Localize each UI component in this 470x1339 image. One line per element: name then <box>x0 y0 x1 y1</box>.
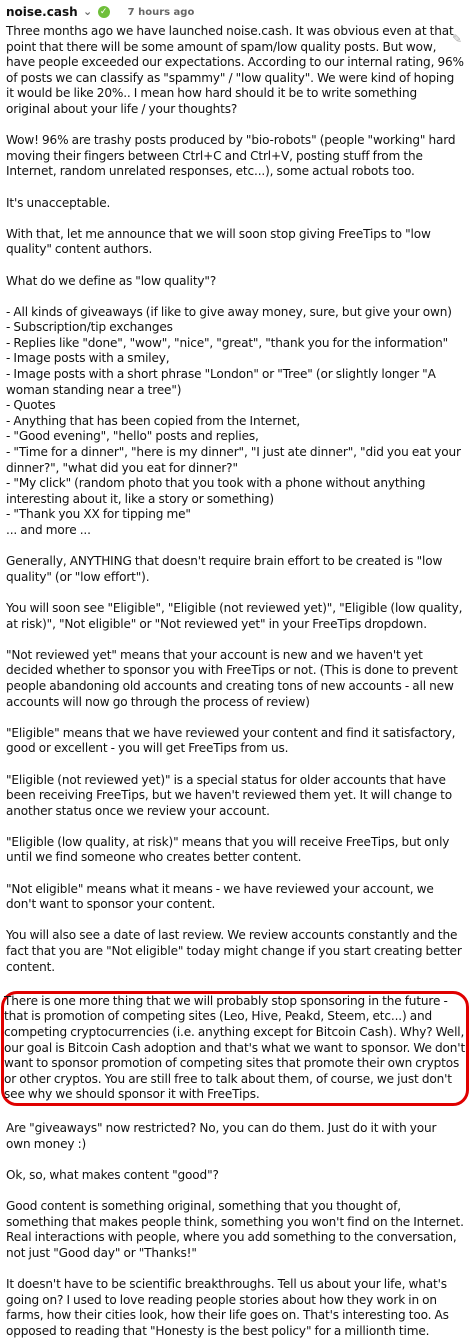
list-item: - Anything that has been copied from the Internet, <box>6 413 301 428</box>
highlighted-paragraph-competing-sites: There is one more thing that we will probably stop sponsoring in the future - that is promotion of competing sites (Leo, Hive, Peakd, Steem, etc...) and competing cryptocurrencies (i.e. anything except for Bitcoin Cash). Why? Well, our goal is Bitcoin Cash adoption and that's what we want to sponsor. We don't want to sponsor promotion of competing sites that promote their own cryptos or other cryptos. You are still free to talk about them, of course, we just don't see why we should sponsor it with FreeTips. <box>1 991 469 1106</box>
list-item: - Image posts with a smiley, <box>6 351 170 366</box>
paragraph-not-breakthroughs: It doesn't have to be scientific breakthroughs. Tell us about your life, what's going on? I used to love reading people stories about how they work in on farms, how their cities look, how their life goes on. That's interesting too. As opposed to reading that "Honesty is the best policy" for a millionth time. <box>6 1276 449 1338</box>
paragraph-not-eligible: "Not eligible" means what it means - we have reviewed your account, we don't want to sponsor your content. <box>6 881 434 912</box>
list-item: - Image posts with a short phrase "London" or "Tree" (or slightly longer "A woman standing near a tree") <box>6 367 436 397</box>
paragraph-eligible-low-quality: "Eligible (low quality, at risk)" means that you will receive FreeTips, but only until we find someone who creates better content. <box>6 834 450 865</box>
paragraph-good-content: Good content is something original, something that you thought of, something that makes people think, something you won't find on the Internet. Real interactions with people, where you add something to the conversation, not just "Good day" or "Thanks!" <box>6 1198 464 1260</box>
paragraph-review-date: You will also see a date of last review. We review accounts constantly and the fact that you are "Not eligible" today might change if you start creating better content. <box>6 928 462 974</box>
list-item: - "Good evening", "hello" posts and replies, <box>6 429 259 444</box>
list-item: - All kinds of giveaways (if like to give away money, sure, but give your own) <box>6 304 452 319</box>
list-item: - "Thank you XX for tipping me" <box>6 507 191 522</box>
list-item: - "Time for a dinner", "here is my dinner", "I just ate dinner", "did you eat your dinner?", "what did you eat for dinner?" <box>6 445 461 475</box>
author-menu[interactable] <box>6 5 110 19</box>
paragraph-eligible-not-reviewed: "Eligible (not reviewed yet)" is a special status for older accounts that have been receiving FreeTips, but we haven't reviewed them yet. It will change to another status once we review your account. <box>6 772 452 818</box>
paragraph-generally: Generally, ANYTHING that doesn't require brain effort to be created is "low quality" (or "low effort"). <box>6 554 443 584</box>
paragraph-definition-question: What do we define as "low quality"? <box>6 273 217 288</box>
post-timestamp: 7 hours ago <box>127 6 195 18</box>
list-item: - "My click" (random photo that you took with a phone without anything interesting about it, like a story or something) <box>6 476 426 506</box>
paragraph-eligible: "Eligible" means that we have reviewed your content and find it satisfactory, good or excellent - you will get FreeTips from us. <box>6 725 456 756</box>
paragraph-giveaways: Are "giveaways" now restricted? No, you can do them. Just do it with your own money :) <box>6 1120 437 1151</box>
list-item: - Quotes <box>6 398 56 413</box>
list-item: - Subscription/tip exchanges <box>6 320 173 335</box>
verified-check-icon: ✓ <box>98 6 110 18</box>
chevron-down-icon[interactable]: ⌄ <box>83 5 93 18</box>
paragraph-bio-robots: Wow! 96% are trashy posts produced by "bio-robots" (people "working" hard moving their fingers between Ctrl+C and Ctrl+V, posting stuff from the Internet, random unrelated responses, etc...), some actual robots too. <box>6 133 456 179</box>
paragraph-good-question: Ok, so, what makes content "good"? <box>6 1167 219 1182</box>
post-header <box>6 0 464 24</box>
paragraph-announcement: With that, let me announce that we will soon stop giving FreeTips to "low quality" content authors. <box>6 226 431 257</box>
post-body <box>6 24 464 1339</box>
paragraph-statuses: You will soon see "Eligible", "Eligible (not reviewed yet)", "Eligible (low quality, at risk)", "Not eligible" or "Not reviewed yet" in your FreeTips dropdown. <box>6 600 463 631</box>
paragraph-not-reviewed: "Not reviewed yet" means that your account is new and we haven't yet decided whether to sponsor you with FreeTips or not. (This is done to prevent people abandoning old accounts and creating tons of new accounts - all new accounts will now go through the process of review) <box>6 647 458 709</box>
author-name[interactable]: noise.cash <box>6 5 78 19</box>
list-item: ... and more ... <box>6 523 91 537</box>
low-quality-list <box>6 305 464 539</box>
pencil-icon[interactable]: ✎ <box>451 32 462 46</box>
paragraph-intro: Three months ago we have launched noise.cash. It was obvious even at that point that there will be some amount of spam/low quality posts. But wow, have people exceeded our expectations. According to our internal rating, 96% of posts we can classify as "spammy" / "low quality". We were kind of hoping it would be like 20%.. I mean how hard should it be to write something original about your life / your thoughts? <box>6 24 464 116</box>
paragraph-unacceptable: It's unacceptable. <box>6 195 111 210</box>
list-item: - Replies like "done", "wow", "nice", "great", "thank you for the information" <box>6 335 449 350</box>
